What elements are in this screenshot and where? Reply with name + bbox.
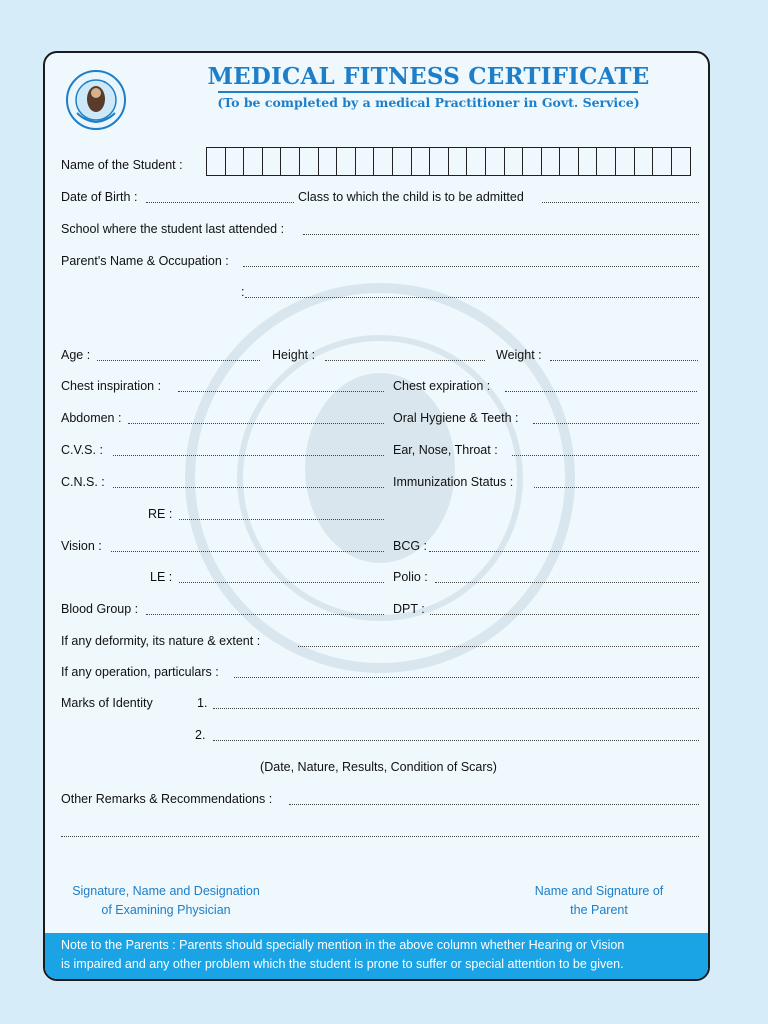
age-field[interactable]: [97, 359, 260, 361]
parent-name-field[interactable]: [243, 265, 699, 267]
chest-exp-label: Chest expiration :: [393, 379, 491, 393]
immunization-label: Immunization Status :: [393, 475, 514, 489]
student-name-boxes[interactable]: [206, 147, 691, 176]
dob-label: Date of Birth :: [61, 190, 138, 204]
note-line2: is impaired and any other problem which the student is prone to suffer or special attention to be given.: [61, 957, 624, 971]
physician-signature: [53, 882, 279, 920]
polio-field[interactable]: [435, 581, 699, 583]
chest-insp-field[interactable]: [178, 390, 384, 392]
parent-colon: :: [241, 285, 245, 299]
le-label: LE :: [150, 570, 173, 584]
cvs-field[interactable]: [113, 454, 384, 456]
polio-label: Polio :: [393, 570, 428, 584]
oral-label: Oral Hygiene & Teeth :: [393, 411, 519, 425]
oral-field[interactable]: [533, 422, 699, 424]
immunization-field[interactable]: [534, 486, 699, 488]
remarks-label: Other Remarks & Recommendations :: [61, 792, 273, 806]
student-name-label: Name of the Student :: [61, 158, 183, 172]
scars-note: (Date, Nature, Results, Condition of Scars): [260, 760, 497, 774]
dpt-label: DPT :: [393, 602, 425, 616]
school-last-field[interactable]: [303, 233, 699, 235]
vision-label: Vision :: [61, 539, 102, 553]
ent-field[interactable]: [512, 454, 699, 456]
parent-occupation-field[interactable]: [245, 296, 699, 298]
bcg-label: BCG :: [393, 539, 428, 553]
page-subtitle: (To be completed by a medical Practitioner in Govt. Service): [217, 95, 640, 110]
blood-group-field[interactable]: [146, 613, 384, 615]
age-label: Age :: [61, 348, 91, 362]
cvs-label: C.V.S. :: [61, 443, 103, 457]
school-seal-watermark: [180, 278, 580, 678]
operation-field[interactable]: [234, 676, 699, 678]
title-underline: [218, 91, 638, 93]
re-label: RE :: [148, 507, 173, 521]
parent-signature: [501, 882, 697, 920]
school-last-label: School where the student last attended :: [61, 222, 285, 236]
operation-label: If any operation, particulars :: [61, 665, 219, 679]
mark2-field[interactable]: [213, 739, 699, 741]
height-label: Height :: [272, 348, 316, 362]
abdomen-label: Abdomen :: [61, 411, 122, 425]
dob-field[interactable]: [146, 201, 294, 203]
certificate-form: [43, 51, 710, 981]
mark1-field[interactable]: [213, 707, 699, 709]
parent-name-label: Parent's Name & Occupation :: [61, 254, 229, 268]
physician-sig-line2: of Examining Physician: [101, 903, 231, 917]
parent-sig-line1: Name and Signature of: [534, 884, 664, 898]
mark1-label: 1.: [197, 696, 208, 710]
class-label: Class to which the child is to be admitted: [298, 190, 524, 204]
class-field[interactable]: [542, 201, 699, 203]
deformity-label: If any deformity, its nature & extent :: [61, 634, 261, 648]
physician-sig-line1: Signature, Name and Designation: [72, 884, 260, 898]
marks-identity-label: Marks of Identity: [61, 696, 153, 710]
remarks-field-2[interactable]: [61, 835, 699, 837]
cns-field[interactable]: [113, 486, 384, 488]
deformity-field[interactable]: [298, 645, 699, 647]
weight-label: Weight :: [496, 348, 542, 362]
mark2-label: 2.: [195, 728, 206, 742]
chest-insp-label: Chest inspiration :: [61, 379, 162, 393]
blood-group-label: Blood Group :: [61, 602, 139, 616]
bcg-field[interactable]: [429, 550, 699, 552]
parent-sig-line2: the Parent: [570, 903, 628, 917]
height-field[interactable]: [325, 359, 485, 361]
vision-field[interactable]: [111, 550, 384, 552]
cns-label: C.N.S. :: [61, 475, 105, 489]
le-field[interactable]: [179, 581, 384, 583]
dpt-field[interactable]: [430, 613, 699, 615]
note-to-parents: [45, 933, 710, 981]
chest-exp-field[interactable]: [505, 390, 697, 392]
abdomen-field[interactable]: [128, 422, 384, 424]
re-field[interactable]: [179, 518, 384, 520]
ent-label: Ear, Nose, Throat :: [393, 443, 498, 457]
weight-field[interactable]: [550, 359, 698, 361]
page-title: MEDICAL FITNESS CERTIFICATE: [207, 63, 650, 90]
remarks-field[interactable]: [289, 803, 699, 805]
note-line1: Note to the Parents : Parents should specially mention in the above column whether Hearing or Vision: [61, 938, 625, 952]
